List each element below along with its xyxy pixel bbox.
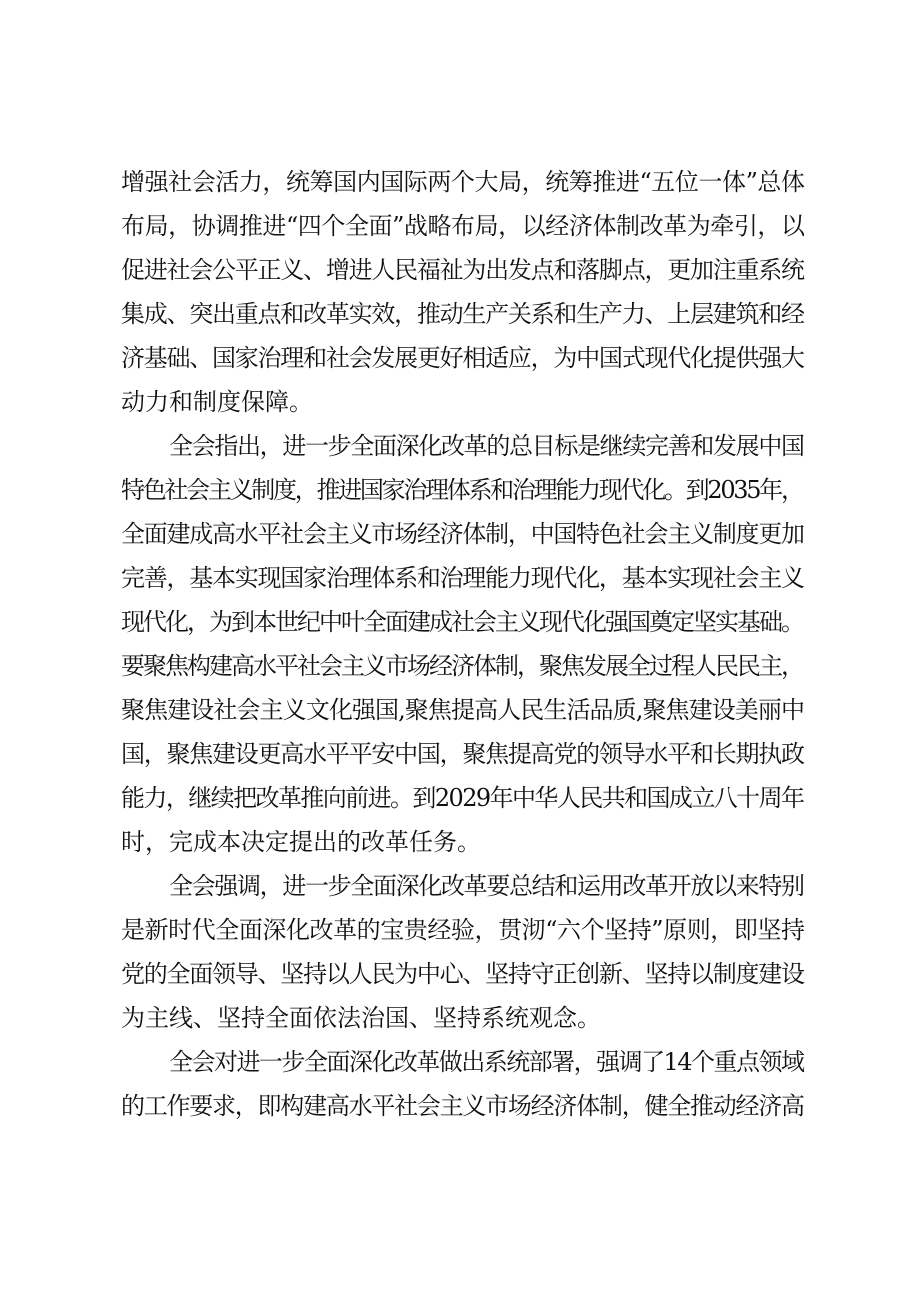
text-line: 特色社会主义制度，推进国家治理体系和治理能力现代化。到2035年， (121, 476, 803, 504)
text-line: 是新时代全面深化改革的宝贵经验，贯沏“六个坚持”原则，即坚持 (121, 916, 805, 944)
text-line: 全会指出，进一步全面深化改革的总目标是继续完善和发展中国 (169, 432, 804, 460)
text-line: 聚焦建设社会主义文化强国,聚焦提高人民生活品质,聚焦建设美丽中 (121, 696, 805, 724)
text-line: 的工作要求，即构建高水平社会主义市场经济体制，健全推动经济高 (121, 1092, 804, 1120)
text-line: 能力，继续把改革推向前进。到2029年中华人民共和国成立八十周年 (121, 784, 804, 812)
text-line: 全会强调，进一步全面深化改革要总结和运用改革开放以来特别 (169, 872, 804, 900)
paragraph-2 (121, 424, 805, 864)
document-body (121, 160, 805, 1128)
text-line: 全会对进一步全面深化改革做出系统部署，强调了14个重点领域 (169, 1048, 804, 1076)
text-line: 布局，协调推进“四个全面”战略布局，以经济体制改革为牵引，以 (121, 212, 805, 240)
text-line: 国，聚焦建设更高水平平安中国，聚焦提高党的领导水平和长期执政 (121, 740, 804, 768)
paragraph-3 (121, 864, 805, 1040)
text-line: 动力和制度保障。 (121, 388, 313, 416)
paragraph-1 (121, 160, 805, 424)
text-line: 党的全面领导、坚持以人民为中心、坚持守正创新、坚持以制度建设 (121, 960, 804, 988)
text-line: 时，完成本决定提出的改革任务。 (121, 828, 481, 856)
text-line: 全面建成高水平社会主义市场经济体制，中国特色社会主义制度更加 (121, 520, 804, 548)
text-line: 要聚焦构建高水平社会主义市场经济体制，聚焦发展全过程人民民主， (121, 652, 803, 680)
text-line: 促进社会公平正义、增进人民福祉为出发点和落脚点，更加注重系统 (121, 256, 804, 284)
text-line: 增强社会活力，统筹国内国际两个大局，统筹推进“五位一体”总体 (121, 168, 805, 196)
text-line: 为主线、坚持全面依法治国、坚持系统观念。 (121, 1004, 601, 1032)
paragraph-4 (121, 1040, 805, 1128)
text-line: 现代化，为到本世纪中叶全面建成社会主义现代化强国奠定坚实基础。 (121, 608, 803, 636)
text-line: 集成、突出重点和改革实效，推动生产关系和生产力、上层建筑和经 (121, 300, 804, 328)
text-line: 完善，基本实现国家治理体系和治理能力现代化，基本实现社会主义 (121, 564, 804, 592)
text-line: 济基础、国家治理和社会发展更好相适应，为中国式现代化提供强大 (121, 344, 804, 372)
